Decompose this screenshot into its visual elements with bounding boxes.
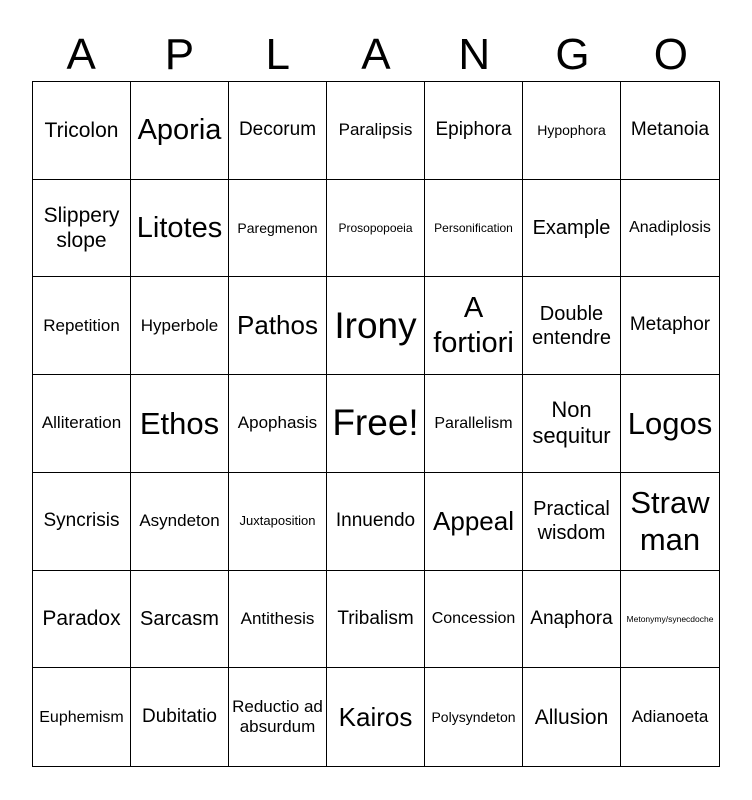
header-letter-g: G bbox=[555, 30, 590, 79]
bingo-cell[interactable]: Sarcasm bbox=[131, 571, 229, 669]
bingo-cell[interactable]: Parallelism bbox=[425, 375, 523, 473]
bingo-cell[interactable]: Reductio ad absurdum bbox=[229, 668, 327, 766]
bingo-cell[interactable]: Pathos bbox=[229, 277, 327, 375]
bingo-cell[interactable]: Example bbox=[523, 180, 621, 278]
bingo-cell[interactable]: Tribalism bbox=[327, 571, 425, 669]
header-letter-p: P bbox=[164, 30, 195, 79]
bingo-cell[interactable]: Alliteration bbox=[33, 375, 131, 473]
bingo-cell[interactable]: Paregmenon bbox=[229, 180, 327, 278]
bingo-cell[interactable]: Double entendre bbox=[523, 277, 621, 375]
bingo-cell[interactable]: Syncrisis bbox=[33, 473, 131, 571]
bingo-cell[interactable]: Concession bbox=[425, 571, 523, 669]
bingo-cell[interactable]: Antithesis bbox=[229, 571, 327, 669]
bingo-cell[interactable]: Apophasis bbox=[229, 375, 327, 473]
bingo-cell[interactable]: Allusion bbox=[523, 668, 621, 766]
bingo-cell[interactable]: Tricolon bbox=[33, 82, 131, 180]
bingo-cell[interactable]: Free! bbox=[327, 375, 425, 473]
bingo-cell[interactable]: Juxtaposition bbox=[229, 473, 327, 571]
bingo-cell[interactable]: Metaphor bbox=[621, 277, 719, 375]
bingo-cell[interactable]: Dubitatio bbox=[131, 668, 229, 766]
bingo-cell[interactable]: Personification bbox=[425, 180, 523, 278]
bingo-cell[interactable]: Aporia bbox=[131, 82, 229, 180]
bingo-cell[interactable]: Anadiplosis bbox=[621, 180, 719, 278]
bingo-cell[interactable]: Ethos bbox=[131, 375, 229, 473]
bingo-cell[interactable]: Straw man bbox=[621, 473, 719, 571]
bingo-cell[interactable]: Paralipsis bbox=[327, 82, 425, 180]
bingo-cell[interactable]: Paradox bbox=[33, 571, 131, 669]
bingo-cell[interactable]: Kairos bbox=[327, 668, 425, 766]
bingo-cell[interactable]: Adianoeta bbox=[631, 706, 709, 726]
bingo-cell[interactable]: Epiphora bbox=[425, 82, 523, 180]
header-letter-l: L bbox=[265, 30, 290, 79]
bingo-cell[interactable]: Metonymy/synecdoche bbox=[621, 571, 719, 669]
header-letter-o: O bbox=[653, 30, 688, 79]
bingo-cell[interactable]: Hyperbole bbox=[131, 277, 229, 375]
header-letter-a2: A bbox=[361, 30, 391, 79]
bingo-grid bbox=[32, 81, 720, 767]
bingo-cell[interactable]: Hypophora bbox=[523, 82, 621, 180]
header-letter-a: A bbox=[66, 30, 96, 79]
bingo-cell[interactable]: Slippery slope bbox=[33, 180, 131, 278]
bingo-cell[interactable]: Euphemism bbox=[33, 668, 131, 766]
bingo-cell[interactable]: A fortiori bbox=[425, 277, 523, 375]
bingo-cell[interactable]: Decorum bbox=[229, 82, 327, 180]
bingo-header bbox=[32, 28, 720, 82]
bingo-cell[interactable]: Metanoia bbox=[621, 82, 719, 180]
bingo-cell[interactable]: Asyndeton bbox=[131, 473, 229, 571]
bingo-cell[interactable]: Logos bbox=[621, 375, 719, 473]
header-letter-n: N bbox=[458, 30, 491, 79]
bingo-cell[interactable]: Innuendo bbox=[327, 473, 425, 571]
bingo-cell[interactable]: Non sequitur bbox=[523, 375, 621, 473]
bingo-cell[interactable]: Polysyndeton bbox=[425, 668, 523, 766]
bingo-cell[interactable]: Litotes bbox=[131, 180, 229, 278]
bingo-cell[interactable]: Prosopopoeia bbox=[327, 180, 425, 278]
bingo-cell[interactable]: Repetition bbox=[33, 277, 131, 375]
bingo-cell[interactable]: Appeal bbox=[425, 473, 523, 571]
bingo-cell[interactable]: Practical wisdom bbox=[523, 473, 621, 571]
bingo-cell[interactable]: Anaphora bbox=[523, 571, 621, 669]
bingo-cell[interactable]: Irony bbox=[327, 277, 425, 375]
